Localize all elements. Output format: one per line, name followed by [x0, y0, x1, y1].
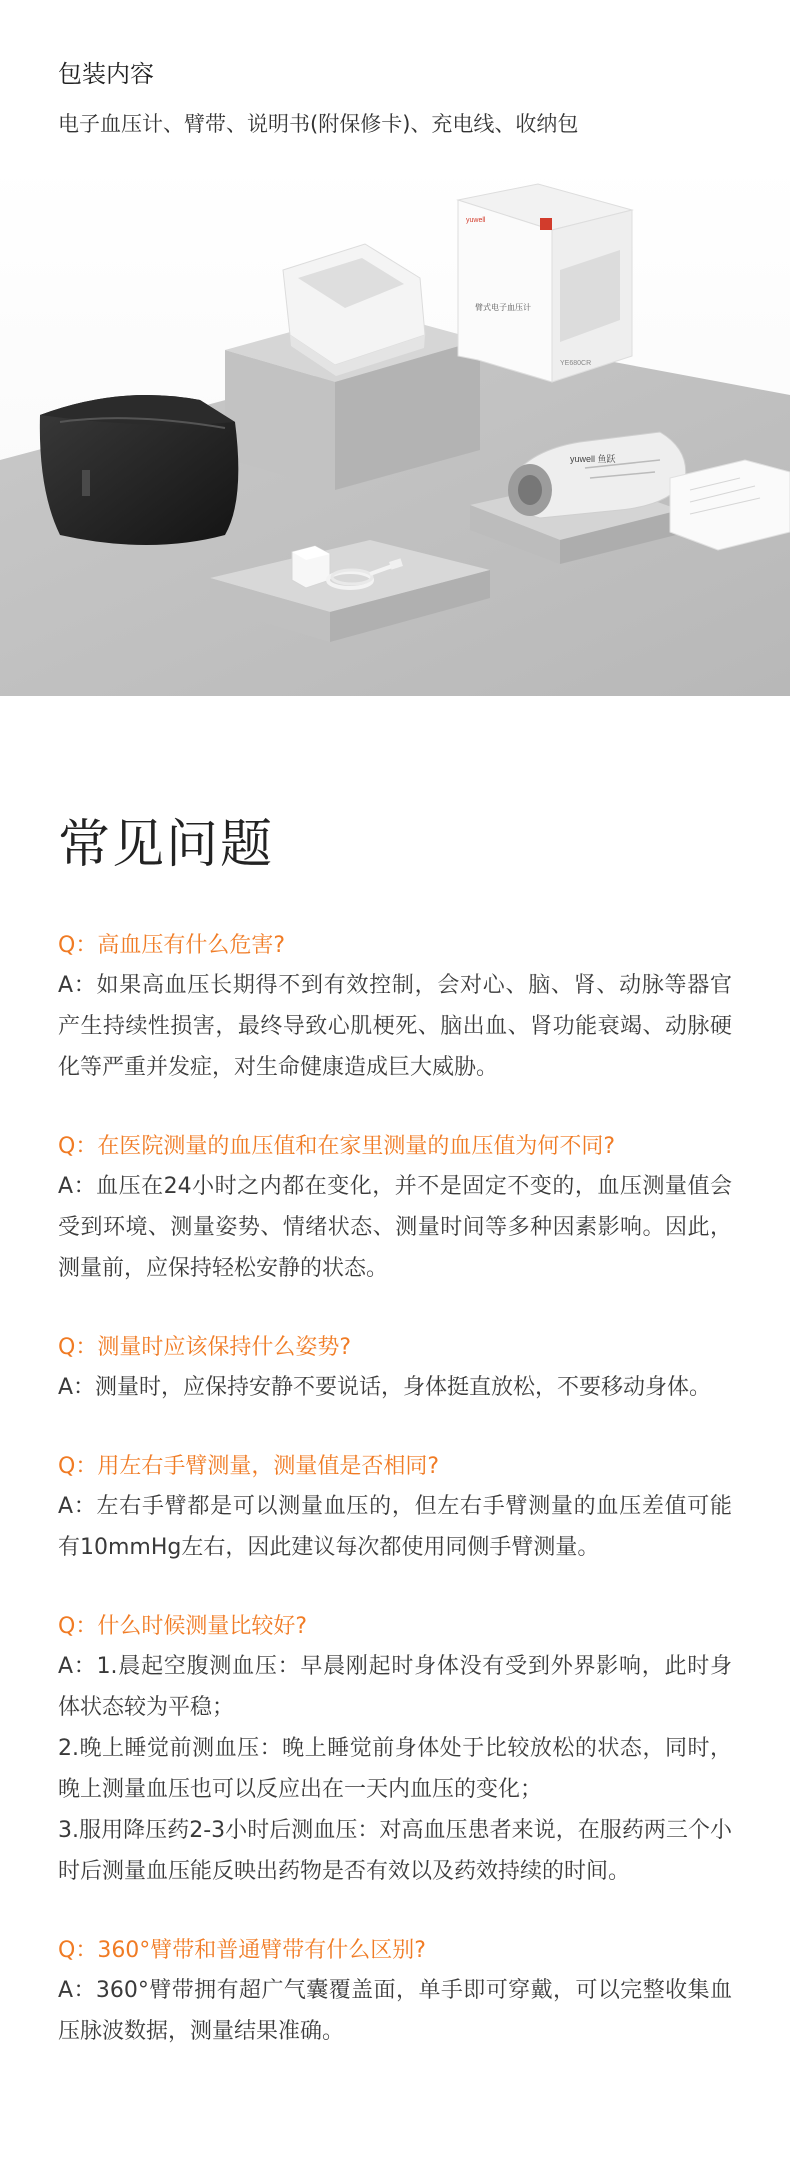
faq-answer-line: 3.服用降压药2-3小时后测血压：对高血压患者来说，在服药两三个小时后测量血压能反映出药物是否有效以及药效持续的时间。	[58, 1818, 732, 1884]
faq-item	[58, 1608, 732, 1892]
box-logo-icon	[540, 218, 552, 230]
faq-item	[58, 927, 732, 1088]
faq-item	[58, 1329, 732, 1408]
faq-question: Q：360°臂带和普通臂带有什么区别?	[58, 1938, 426, 1963]
box-brand-text: yuwell	[466, 217, 486, 224]
box-model-text: YE680CR	[560, 360, 592, 367]
faq-list	[58, 927, 732, 2052]
faq-question: Q：在医院测量的血压值和在家里测量的血压值为何不同?	[58, 1134, 615, 1159]
faq-item	[58, 1448, 732, 1568]
faq-title: 常见问题	[58, 815, 275, 875]
faq-answer	[58, 1486, 732, 1568]
package-items: 电子血压计、臂带、说明书(附保修卡)、充电线、收纳包	[58, 112, 579, 136]
faq-question: Q：高血压有什么危害?	[58, 933, 285, 958]
product-scene	[0, 160, 790, 696]
faq-item	[58, 1932, 732, 2052]
charger	[292, 546, 330, 588]
instruction-manual	[670, 460, 790, 550]
cuff-brand-text: yuwell 鱼跃	[570, 454, 616, 464]
faq-question: Q：什么时候测量比较好?	[58, 1614, 307, 1639]
box-label-text: 臂式电子血压计	[475, 303, 531, 312]
faq-answer-line: 2.晚上睡觉前测血压：晚上睡觉前身体处于比较放松的状态，同时，晚上测量血压也可以反应出在一天内血压的变化；	[58, 1736, 732, 1802]
faq-answer-line: A：360°臂带拥有超广气囊覆盖面，单手即可穿戴，可以完整收集血压脉波数据，测量结果准确。	[58, 1978, 732, 2044]
faq-answer-line: A：如果高血压长期得不到有效控制，会对心、脑、肾、动脉等器官产生持续性损害，最终导致心肌梗死、脑出血、肾功能衰竭、动脉硬化等严重并发症，对生命健康造成巨大威胁。	[58, 973, 732, 1080]
faq-answer-line: A：1.晨起空腹测血压：早晨刚起时身体没有受到外界影响，此时身体状态较为平稳；	[58, 1654, 732, 1720]
faq-answer-line: A：测量时，应保持安静不要说话，身体挺直放松，不要移动身体。	[58, 1375, 712, 1400]
faq-answer-line: A：血压在24小时之内都在变化，并不是固定不变的，血压测量值会受到环境、测量姿势、情绪状态、测量时间等多种因素影响。因此，测量前，应保持轻松安静的状态。	[58, 1174, 732, 1281]
product-photo	[0, 160, 790, 696]
faq-answer	[58, 1367, 732, 1408]
faq-answer	[58, 1970, 732, 2052]
faq-answer-line: A：左右手臂都是可以测量血压的，但左右手臂测量的血压差值可能有10mmHg左右，因此建议每次都使用同侧手臂测量。	[58, 1494, 732, 1560]
faq-question: Q：测量时应该保持什么姿势?	[58, 1335, 351, 1360]
packaging-box	[458, 184, 632, 382]
faq-answer	[58, 965, 732, 1088]
faq-section	[0, 802, 790, 2052]
faq-answer	[58, 1646, 732, 1892]
faq-answer	[58, 1166, 732, 1289]
package-title: 包装内容	[58, 60, 154, 88]
storage-bag	[40, 395, 239, 545]
package-section	[0, 0, 790, 160]
faq-item	[58, 1128, 732, 1289]
faq-question: Q：用左右手臂测量，测量值是否相同?	[58, 1454, 439, 1479]
